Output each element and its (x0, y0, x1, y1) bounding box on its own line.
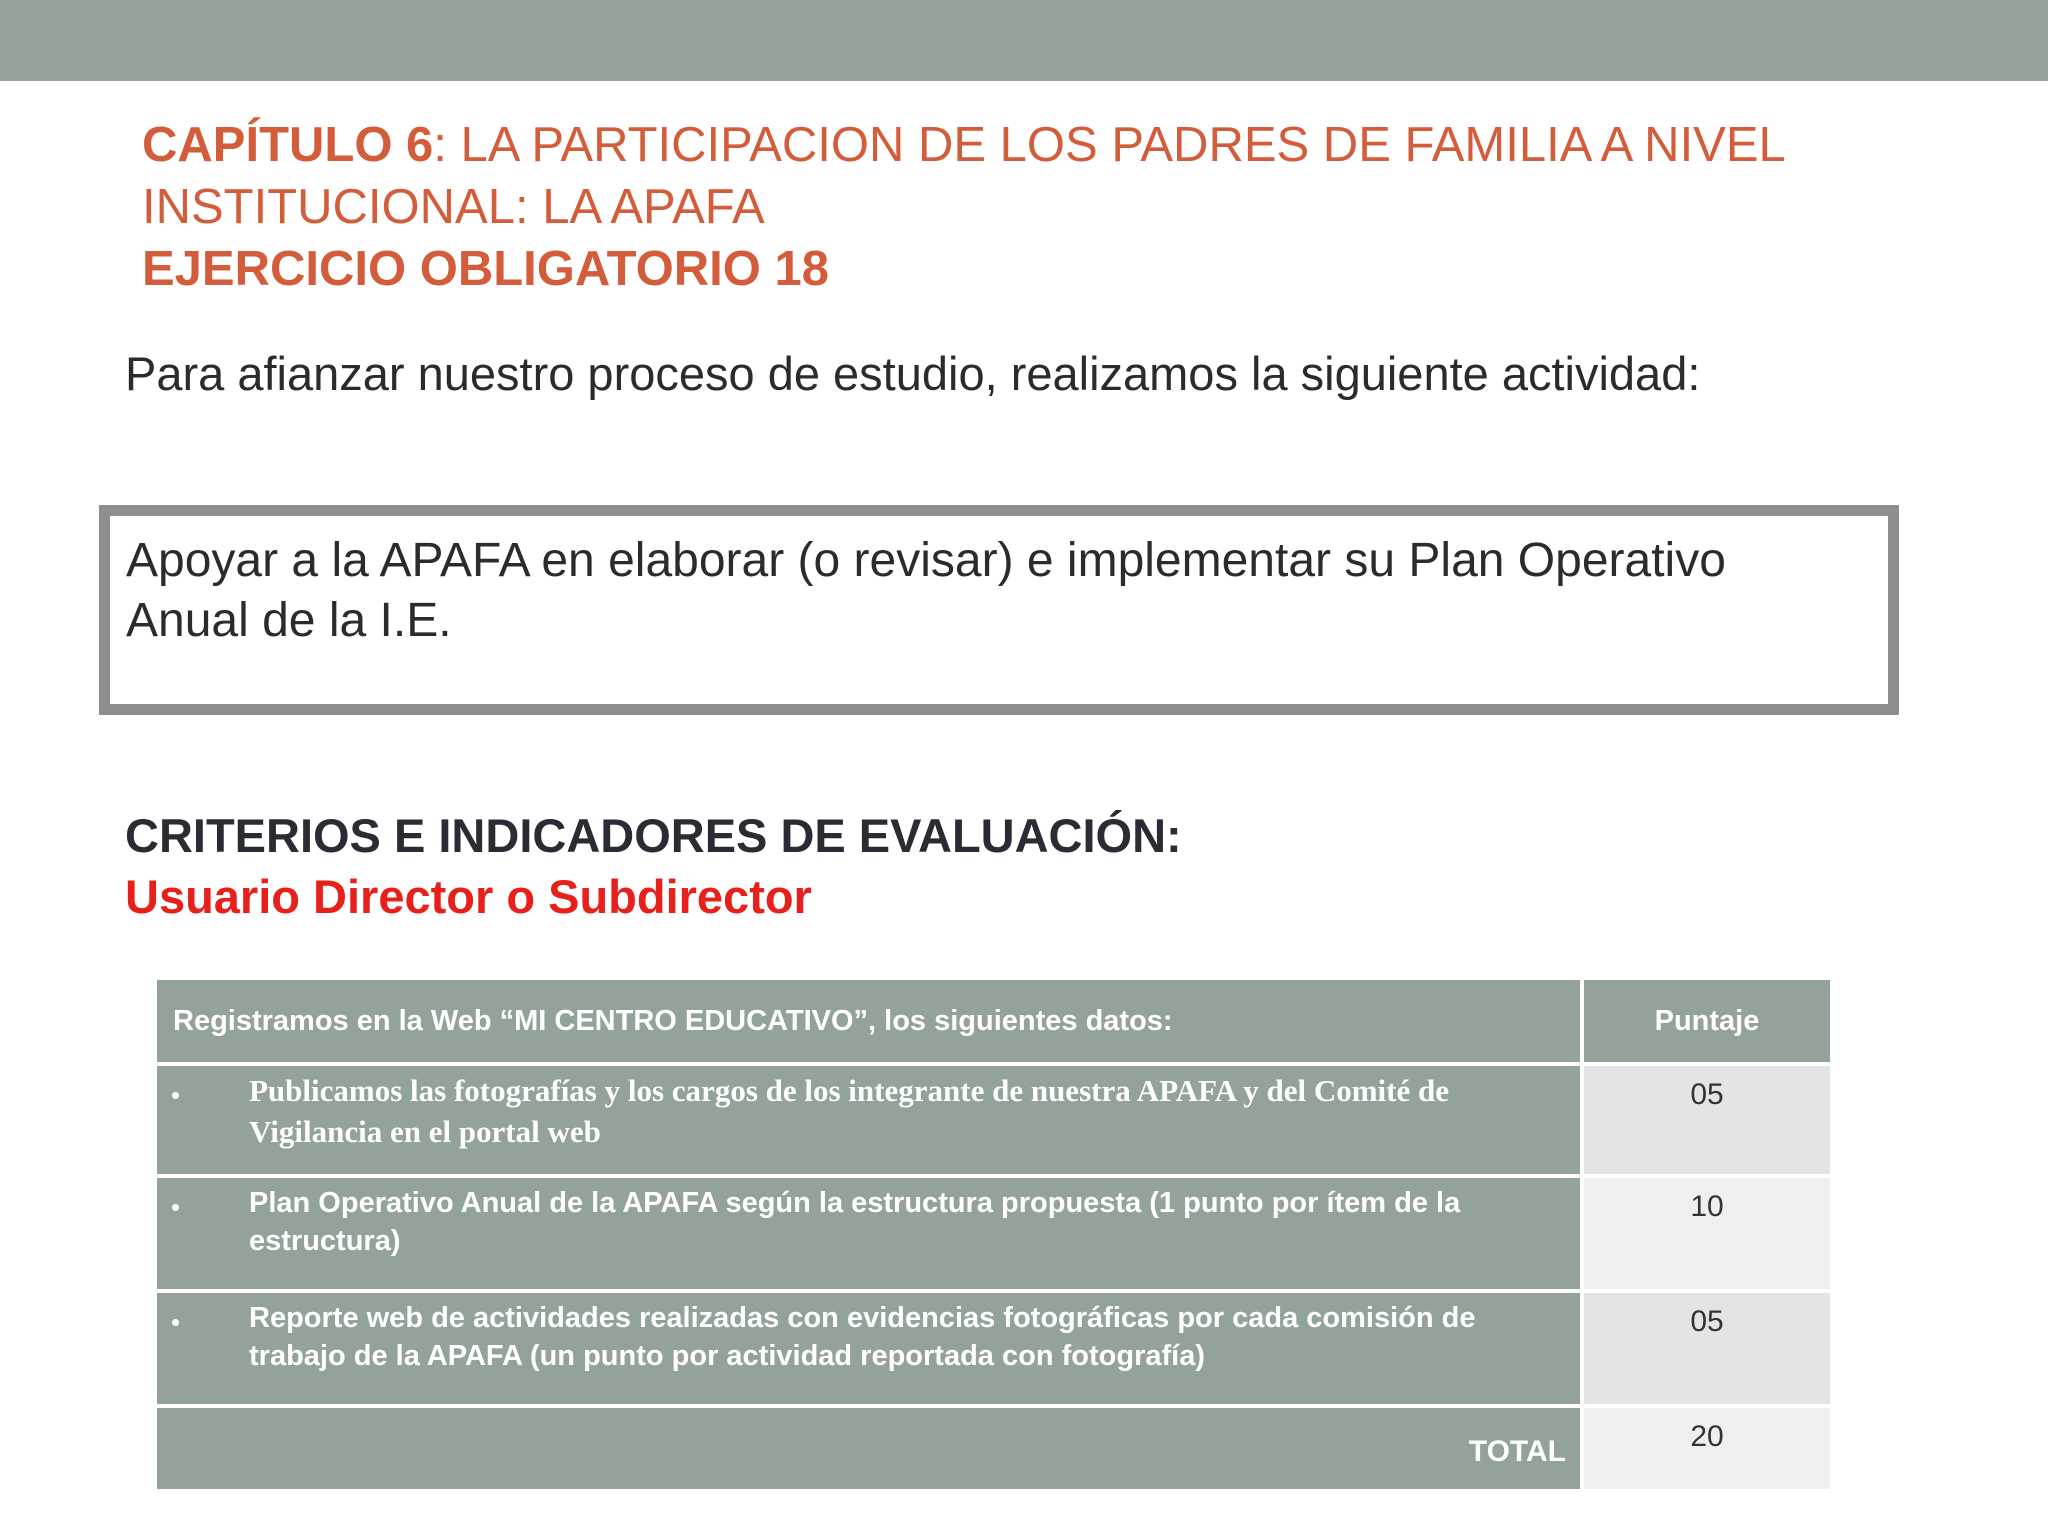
criterion-score: 10 (1582, 1176, 1832, 1291)
header-score: Puntaje (1582, 978, 1832, 1064)
activity-box (99, 505, 1899, 715)
chapter-title-line2: INSTITUCIONAL: LA APAFA (142, 180, 765, 234)
criterion-cell (155, 1064, 1582, 1176)
chapter-title-line1 (142, 114, 1982, 176)
exercise-title: EJERCICIO OBLIGATORIO 18 (142, 242, 830, 296)
criterion-cell (155, 1176, 1582, 1291)
activity-line1: Apoyar a la APAFA en elaborar (o revisar) e implementar su Plan Operativo (126, 534, 1726, 587)
table-header-row (155, 978, 1832, 1064)
criterion-score: 05 (1582, 1064, 1832, 1176)
total-label: TOTAL (155, 1406, 1582, 1491)
criterion-score: 05 (1582, 1291, 1832, 1406)
bullet-icon: • (171, 1080, 181, 1110)
criteria-heading: CRITERIOS E INDICADORES DE EVALUACIÓN: (125, 809, 1182, 862)
bullet-icon: • (171, 1307, 181, 1337)
bullet-icon: • (171, 1192, 181, 1222)
intro-text: Para afianzar nuestro proceso de estudio, realizamos la siguiente actividad: (125, 347, 1701, 400)
criterion-text: Publicamos las fotografías y los cargos de los integrante de nuestra APAFA y del Comité de Vigilancia en el portal web (249, 1073, 1449, 1149)
table-row (155, 1064, 1832, 1176)
table-row (155, 1291, 1832, 1406)
chapter-label: CAPÍTULO 6 (142, 118, 434, 172)
criterion-cell (155, 1291, 1582, 1406)
total-score: 20 (1582, 1406, 1832, 1491)
chapter-title-text: : LA PARTICIPACION DE LOS PADRES DE FAMILIA A NIVEL (433, 118, 1786, 172)
criterion-text: Reporte web de actividades realizadas con evidencias fotográficas por cada comisión de trabajo de la APAFA (un punto por actividad reportada con fotografía) (249, 1302, 1476, 1372)
table-row (155, 1176, 1832, 1291)
header-description: Registramos en la Web “MI CENTRO EDUCATIVO”, los siguientes datos: (155, 978, 1582, 1064)
criterion-text: Plan Operativo Anual de la APAFA según la estructura propuesta (1 punto por ítem de la estructura) (249, 1187, 1461, 1257)
evaluation-table (153, 976, 1834, 1493)
top-band (0, 0, 2048, 81)
chapter-title (142, 114, 1982, 300)
activity-line2: Anual de la I.E. (126, 594, 452, 647)
criteria-subheading: Usuario Director o Subdirector (125, 870, 812, 923)
table-total-row (155, 1406, 1832, 1491)
